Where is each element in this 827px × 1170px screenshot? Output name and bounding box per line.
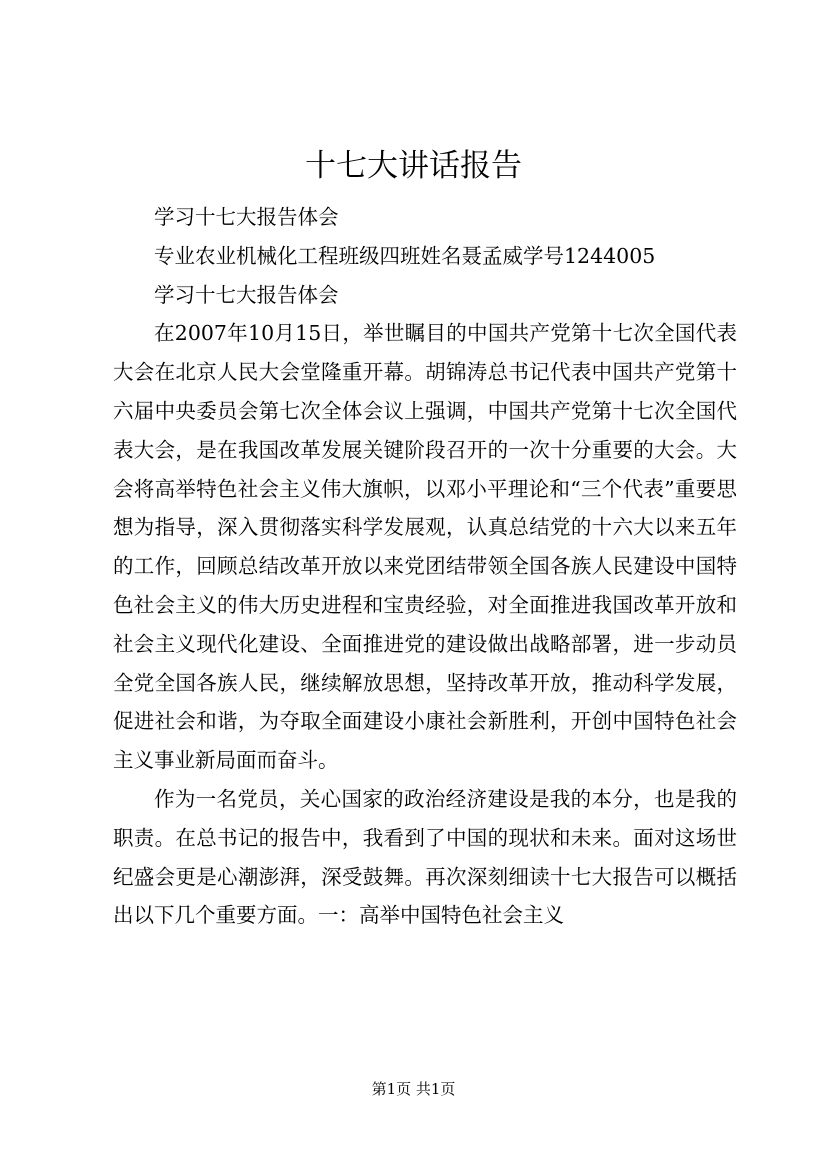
document-body	[113, 198, 737, 935]
subtitle-paragraph: 学习十七大报告体会	[154, 205, 339, 229]
page-number-footer: 第1页 共1页	[371, 1080, 456, 1098]
student-info-paragraph: 专业农业机械化工程班级四班姓名聂孟威学号1244005	[154, 243, 656, 268]
section-heading-paragraph: 学习十七大报告体会	[154, 282, 339, 307]
document-title: 十七大讲话报告	[305, 148, 522, 184]
body-paragraph: 在2007年10月15日，举世瞩目的中国共产党第十七次全国代表大会在北京人民大会堂隆重开幕。胡锦涛总书记代表中国共产党第十六届中央委员会第七次全体会议上强调，中国共产党第十七次全国代表大会，是在我国改革发展关键阶段召开的一次十分重要的大会。大会将高举特色社会主义伟大旗帜，以邓小平理论和“三个代表”重要思想为指导，深入贯彻落实科学发展观，认真总结党的十六大以来五年的工作，回顾总结改革开放以来党团结带领全国各族人民建设中国特色社会主义的伟大历史进程和宝贵经验，对全面推进我国改革开放和社会主义现代化建设、全面推进党的建设做出战略部署，进一步动员全党全国各族人民，继续解放思想，坚持改革开放，推动科学发展，促进社会和谐，为夺取全面建设小康社会新胜利，开创中国特色社会主义事业新局面而奋斗。	[113, 321, 737, 773]
body-paragraph: 作为一名党员，关心国家的政治经济建设是我的本分，也是我的职责。在总书记的报告中，我看到了中国的现状和未来。面对这场世纪盛会更是心潮澎湃，深受鼓舞。再次深刻细读十七大报告可以概括出以下几个重要方面。一：高举中国特色社会主义	[113, 786, 737, 928]
